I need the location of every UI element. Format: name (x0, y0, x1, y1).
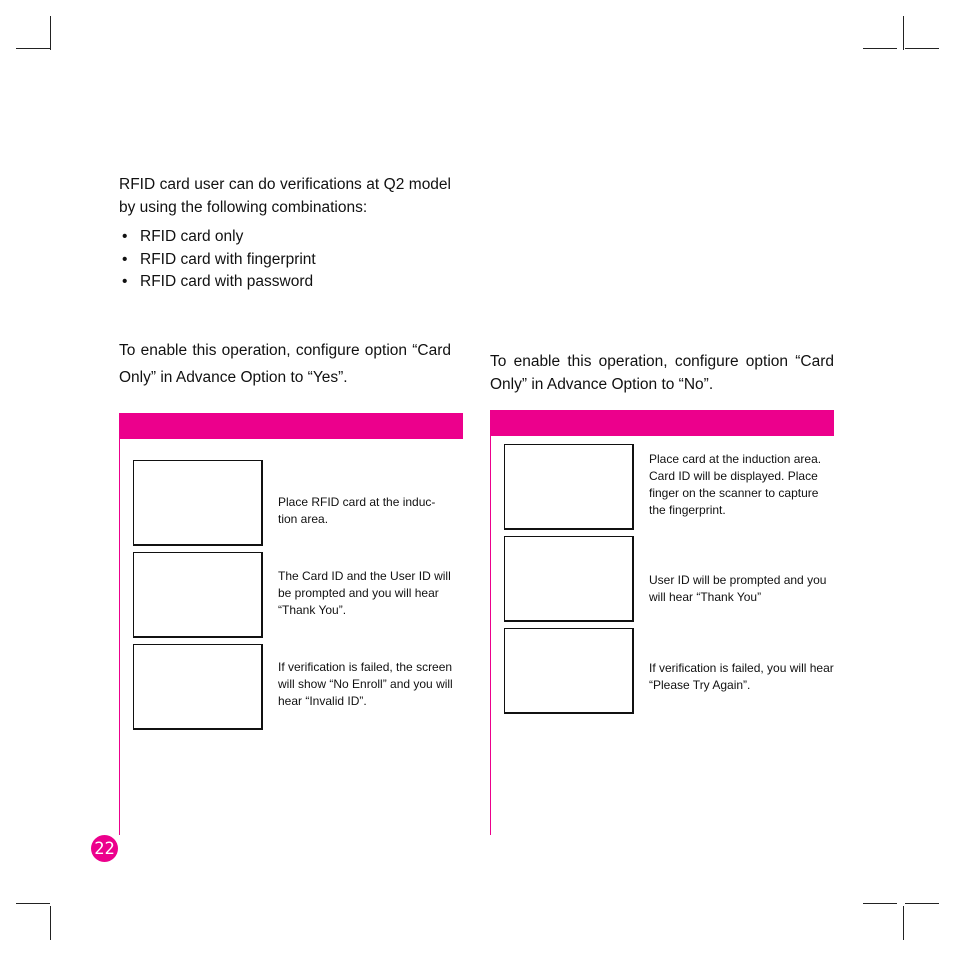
device-screen (504, 628, 634, 714)
left-step-3: If verification is failed, the screen will show “No Enroll” and you will hear “Invalid ID”. (278, 660, 453, 708)
left-enable-text: To enable this operation, configure option “Card Only” in Advance Option to “Yes”. (119, 342, 451, 386)
crop-mark (863, 903, 897, 904)
crop-mark (16, 48, 50, 49)
crop-mark (905, 48, 939, 49)
crop-mark (903, 16, 904, 50)
right-step-3: If verification is failed, you will hear “Please Try Again”. (649, 661, 834, 692)
right-step-2: User ID will be prompted and you will hear “Thank You” (649, 573, 827, 604)
device-screen (504, 444, 634, 530)
list-item: • RFID card only (119, 226, 316, 249)
left-step-2: The Card ID and the User ID will be prompted and you will hear “Thank You”. (278, 569, 451, 617)
device-screen (504, 536, 634, 622)
left-step-1: Place RFID card at the induc- tion area. (278, 495, 436, 526)
crop-mark (16, 903, 50, 904)
left-column-rule (119, 439, 120, 835)
crop-mark (50, 906, 51, 940)
page-number: 22 (94, 838, 115, 859)
page-number-badge (91, 835, 118, 862)
device-screen (133, 644, 263, 730)
left-header-bar (119, 413, 463, 439)
crop-mark (905, 903, 939, 904)
device-screen (133, 460, 263, 546)
combination-list (119, 226, 316, 294)
list-item: • RFID card with fingerprint (119, 249, 316, 272)
crop-mark (50, 16, 51, 50)
list-item: • RFID card with password (119, 271, 316, 294)
right-step-1: Place card at the induction area. Card ID will be displayed. Place finger on the scanner to capture the fingerprint. (649, 452, 822, 517)
right-enable-text: To enable this operation, configure option “Card Only” in Advance Option to “No”. (490, 353, 834, 393)
right-column-rule (490, 436, 491, 835)
right-header-bar (490, 410, 834, 436)
crop-mark (903, 906, 904, 940)
intro-paragraph: RFID card user can do verifications at Q2 model by using the following combinations: (119, 176, 451, 216)
crop-mark (863, 48, 897, 49)
device-screen (133, 552, 263, 638)
